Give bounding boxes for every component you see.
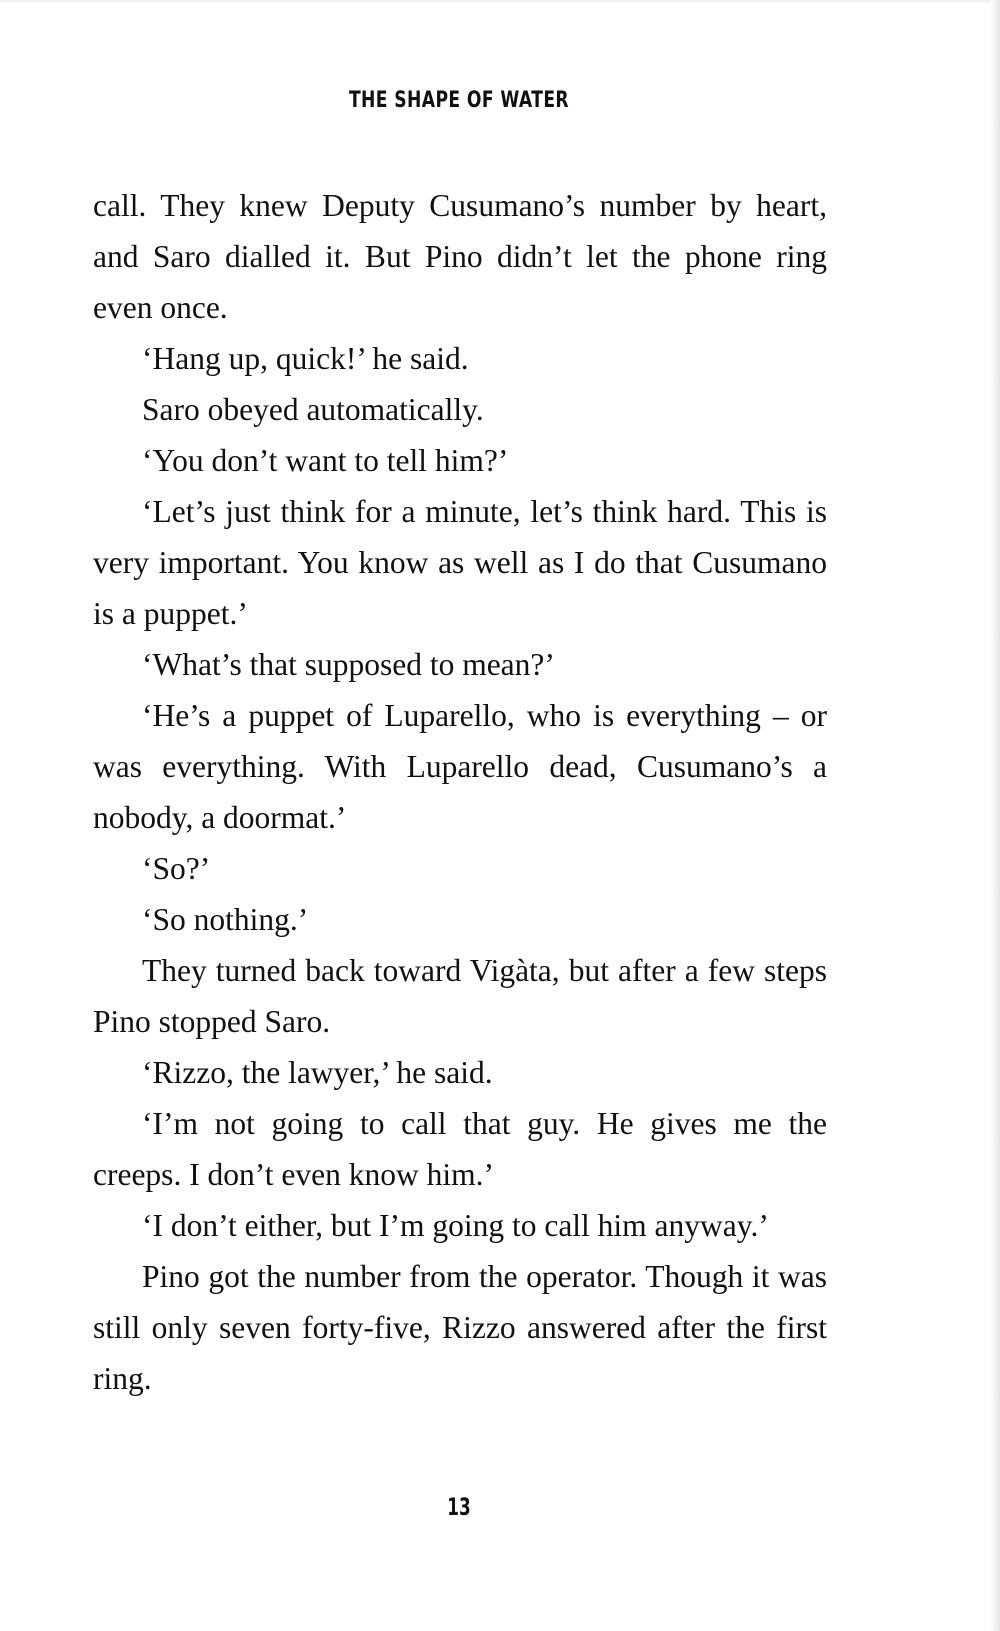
paragraph: ‘Let’s just think for a minute, let’s think hard. This is very important. You know as well as I do that Cusumano is a puppet.’: [93, 494, 827, 631]
paragraph: ‘So?’: [142, 851, 211, 886]
paragraph: call. They knew Deputy Cusumano’s number by heart, and Saro dialled it. But Pino didn’t let the phone ring even once.: [93, 188, 827, 325]
paragraph: ‘I’m not going to call that guy. He gives me the creeps. I don’t even know him.’: [93, 1106, 827, 1192]
paragraph: ‘He’s a puppet of Luparello, who is everything – or was everything. With Luparello dead, Cusumano’s a nobody, a doormat.’: [93, 698, 827, 835]
page-right-edge: [990, 0, 1000, 1631]
paragraph: ‘Hang up, quick!’ he said.: [142, 341, 469, 376]
running-head-title: THE SHAPE OF WATER: [348, 88, 570, 113]
page-number: 13: [447, 1493, 471, 1521]
body-text: [93, 180, 827, 1404]
page-top-edge: [0, 0, 1000, 4]
paragraph: ‘I don’t either, but I’m going to call him anyway.’: [142, 1208, 769, 1243]
paragraph: ‘Rizzo, the lawyer,’ he said.: [142, 1055, 493, 1090]
paragraph: ‘What’s that supposed to mean?’: [142, 647, 555, 682]
paragraph: ‘So nothing.’: [142, 902, 309, 937]
paragraph: ‘You don’t want to tell him?’: [142, 443, 509, 478]
paragraph: Saro obeyed automatically.: [142, 392, 484, 427]
paragraph: Pino got the number from the operator. Though it was still only seven forty-five, Rizzo answered after the first ring.: [93, 1259, 827, 1396]
paragraph: They turned back toward Vigàta, but after a few steps Pino stopped Saro.: [93, 953, 827, 1039]
